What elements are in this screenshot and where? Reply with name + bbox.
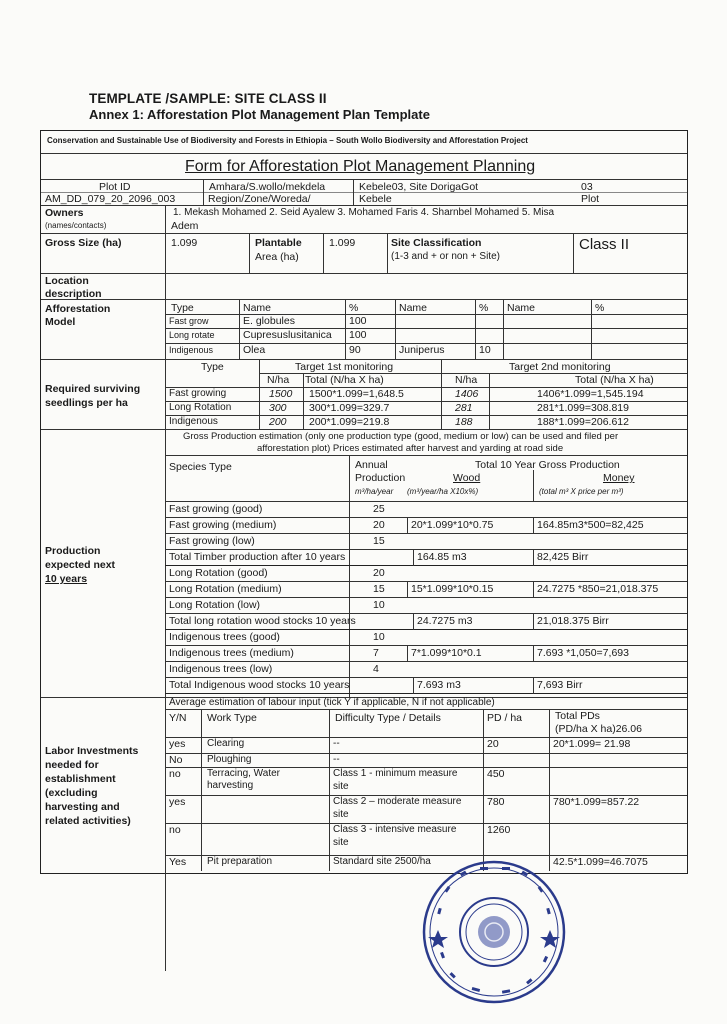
production-row-wood: 164.85 m3 xyxy=(417,551,467,563)
seed-row-type: Long Rotation xyxy=(169,402,232,413)
seed-row-n2: 1406 xyxy=(455,388,479,400)
production-row-annual: 7 xyxy=(373,647,379,659)
model-header: % xyxy=(349,302,359,314)
difficulty-header: Difficulty Type / Details xyxy=(335,712,441,724)
seed-row-n2: 188 xyxy=(455,416,473,428)
model-label-1: Afforestation xyxy=(45,303,111,315)
species-type-header: Species Type xyxy=(169,461,232,473)
labor-row-work: Pit preparation xyxy=(207,856,273,867)
labor-row-yn: no xyxy=(169,824,181,836)
production-row-money: 82,425 Birr xyxy=(537,551,589,563)
production-row-label: Long Rotation (medium) xyxy=(169,583,282,595)
location-label-1: Location xyxy=(45,275,89,287)
pdha-header: PD / ha xyxy=(487,712,523,724)
labor-row-yn: Yes xyxy=(169,856,187,868)
production-row-annual: 15 xyxy=(373,583,385,595)
production-note-1: Gross Production estimation (only one production type (good, medium or low) can be used and filed per xyxy=(183,431,619,442)
labor-row-yn: No xyxy=(169,754,183,766)
production-row-label: Long Rotation (good) xyxy=(169,567,268,579)
site-class-value: Class II xyxy=(579,236,630,253)
seed-row-n1: 1500 xyxy=(269,388,293,400)
seed-row-t1: 1500*1.099=1,648.5 xyxy=(309,388,404,400)
production-row-annual: 4 xyxy=(373,663,379,675)
wood-sub-header: (m³/year/ha X10x%) xyxy=(407,487,479,496)
labor-row-diff: Standard site 2500/ha xyxy=(333,856,431,867)
production-row-annual: 20 xyxy=(373,567,385,579)
labor-row-diff2: site xyxy=(333,809,349,820)
region-value: Amhara/S.wollo/mekdela xyxy=(209,181,326,193)
gross-size-value: 1.099 xyxy=(171,237,198,249)
production-row-annual: 15 xyxy=(373,535,385,547)
work-type-header: Work Type xyxy=(207,712,257,724)
target-2-header: Target 2nd monitoring xyxy=(509,361,611,373)
header-line-1: TEMPLATE /SAMPLE: SITE CLASS II xyxy=(89,91,327,106)
production-row-wood: 20*1.099*10*0.75 xyxy=(411,519,494,531)
labor-row-pd: 1260 xyxy=(487,824,511,836)
model-row-name: E. globules xyxy=(243,315,295,327)
production-row-annual: 10 xyxy=(373,631,385,643)
target-1-header: Target 1st monitoring xyxy=(295,361,394,373)
official-seal-icon xyxy=(420,858,568,1006)
total-pds-header-1: Total PDs xyxy=(555,710,600,722)
labor-row-yn: yes xyxy=(169,738,186,750)
money-sub-header: (total m³ X price per m³) xyxy=(539,487,624,496)
production-row-label: Indigenous trees (medium) xyxy=(169,647,294,659)
labor-row-diff2: site xyxy=(333,837,349,848)
seed-row-t1: 300*1.099=329.7 xyxy=(309,402,390,414)
money-header: Money xyxy=(603,472,635,484)
seed-type-header: Type xyxy=(201,361,224,373)
total10-header: Total 10 Year Gross Production xyxy=(475,459,620,471)
labor-row-yn: no xyxy=(169,768,181,780)
plot-no-label: Plot xyxy=(581,193,600,205)
labor-row-diff2: site xyxy=(333,781,349,792)
labor-row-work2: harvesting xyxy=(207,780,254,791)
model-row-type: Long rotate xyxy=(169,330,215,340)
seed-row-t2: 188*1.099=206.612 xyxy=(537,416,629,428)
production-row-label: Fast growing (medium) xyxy=(169,519,277,531)
kebele-label: Kebele xyxy=(359,193,392,205)
labor-note: Average estimation of labour input (tick Y if applicable, N if not applicable) xyxy=(169,697,495,708)
seedlings-label-1: Required surviving xyxy=(45,383,141,395)
seed-row-type: Fast growing xyxy=(169,388,227,399)
labor-row-work: Ploughing xyxy=(207,754,252,765)
gross-size-label: Gross Size (ha) xyxy=(45,237,122,249)
plot-id-value: AM_DD_079_20_2096_003 xyxy=(45,193,176,205)
production-row-label: Total Timber production after 10 years xyxy=(169,551,346,563)
model-header: Type xyxy=(171,302,194,314)
seed-row-t2: 1406*1.099=1,545.194 xyxy=(537,388,644,400)
labor-label-6: related activities) xyxy=(45,815,131,827)
seed-row-n1: 300 xyxy=(269,402,287,414)
production-row-money: 21,018.375 Birr xyxy=(537,615,609,627)
kebele-value: Kebele03, Site DorigaGot xyxy=(359,181,479,193)
labor-row-diff: -- xyxy=(333,738,340,749)
seed-total-1: Total (N/ha X ha) xyxy=(305,374,384,386)
labor-row-diff: Class 1 - minimum measure xyxy=(333,768,458,779)
production-row-money: 24.7275 *850=21,018.375 xyxy=(537,583,659,595)
labor-label-4: (excluding xyxy=(45,787,98,799)
model-row-pct: 100 xyxy=(349,315,367,327)
form-frame xyxy=(40,130,688,874)
production-row-label: Total long rotation wood stocks 10 years xyxy=(169,615,356,627)
model-row-pct: 100 xyxy=(349,329,367,341)
production-label-2: expected next xyxy=(45,559,116,571)
labor-row-diff: Class 3 - intensive measure xyxy=(333,824,457,835)
plot-id-label: Plot ID xyxy=(99,181,131,193)
seed-row-n1: 200 xyxy=(269,416,287,428)
wood-header: Wood xyxy=(453,472,481,484)
owners-line-1: 1. Mekash Mohamed 2. Seid Ayalew 3. Mohamed Faris 4. Sharnbel Mohamed 5. Misa xyxy=(173,207,555,218)
site-class-label: Site Classification xyxy=(391,237,482,249)
region-label: Region/Zone/Woreda/ xyxy=(208,193,311,205)
production-row-money: 7.693 *1,050=7,693 xyxy=(537,647,629,659)
model-header: % xyxy=(595,302,605,314)
production-row-label: Indigenous trees (good) xyxy=(169,631,280,643)
production-row-annual: 20 xyxy=(373,519,385,531)
plantable-label-1: Plantable xyxy=(255,237,302,249)
location-label-2: description xyxy=(45,288,102,300)
labor-row-pd: 780 xyxy=(487,796,505,808)
owners-line-2: Adem xyxy=(171,220,199,232)
seed-row-t1: 200*1.099=219.8 xyxy=(309,416,390,428)
model-row-pct2: 10 xyxy=(479,344,491,356)
production-label-3: 10 years xyxy=(45,573,88,585)
labor-row-pd: 450 xyxy=(487,768,505,780)
seed-row-n2: 281 xyxy=(455,402,473,414)
header-line-2: Annex 1: Afforestation Plot Management Plan Template xyxy=(89,107,430,122)
labor-row-yn: yes xyxy=(169,796,186,808)
labor-label-2: needed for xyxy=(45,759,99,771)
plantable-value: 1.099 xyxy=(329,237,356,249)
labor-row-total: 42.5*1.099=46.7075 xyxy=(553,856,648,868)
model-header: Name xyxy=(399,302,428,314)
production-row-label: Indigenous trees (low) xyxy=(169,663,273,675)
model-row-name2: Juniperus xyxy=(399,344,445,356)
labor-label-1: Labor Investments xyxy=(45,745,139,757)
annual-header-3: m³/ha/year xyxy=(355,487,394,496)
seed-nha-1: N/ha xyxy=(267,374,290,386)
seed-row-type: Indigenous xyxy=(169,416,218,427)
seed-total-2: Total (N/ha X ha) xyxy=(575,374,654,386)
labor-label-5: harvesting and xyxy=(45,801,120,813)
production-row-wood: 7.693 m3 xyxy=(417,679,461,691)
model-row-type: Indigenous xyxy=(169,345,214,355)
seed-nha-2: N/ha xyxy=(455,374,478,386)
production-row-annual: 10 xyxy=(373,599,385,611)
production-row-label: Fast growing (low) xyxy=(169,535,255,547)
annual-header-1: Annual xyxy=(355,459,388,471)
site-class-sub: (1-3 and + or non + Site) xyxy=(391,251,500,262)
production-row-label: Fast growing (good) xyxy=(169,503,263,515)
seedlings-label-2: seedlings per ha xyxy=(45,397,128,409)
production-label-1: Production xyxy=(45,545,101,557)
labor-row-diff: Class 2 – moderate measure xyxy=(333,796,462,807)
labor-label-3: establishment xyxy=(45,773,116,785)
model-label-2: Model xyxy=(45,316,76,328)
model-row-name: Cupresuslusitanica xyxy=(243,329,332,341)
model-header: Name xyxy=(507,302,536,314)
production-row-label: Long Rotation (low) xyxy=(169,599,261,611)
owners-sublabel: (names/contacts) xyxy=(45,221,107,230)
seed-row-t2: 281*1.099=308.819 xyxy=(537,402,629,414)
production-row-money: 7,693 Birr xyxy=(537,679,583,691)
labor-row-pd: 20 xyxy=(487,738,499,750)
labor-row-work: Clearing xyxy=(207,738,245,749)
production-row-wood: 7*1.099*10*0.1 xyxy=(411,647,482,659)
production-row-wood: 15*1.099*10*0.15 xyxy=(411,583,494,595)
total-pds-header-2: (PD/ha X ha)26.06 xyxy=(555,723,642,735)
production-note-2: afforestation plot) Prices estimated after harvest and yarding at road side xyxy=(257,443,564,454)
form-title: Form for Afforestation Plot Management Planning xyxy=(185,158,536,175)
plantable-label-2: Area (ha) xyxy=(255,251,299,263)
model-row-name: Olea xyxy=(243,344,266,356)
model-row-type: Fast grow xyxy=(169,316,209,326)
model-header: Name xyxy=(243,302,272,314)
model-row-pct: 90 xyxy=(349,344,361,356)
production-row-annual: 25 xyxy=(373,503,385,515)
labor-row-total: 780*1.099=857.22 xyxy=(553,796,640,808)
production-row-label: Total Indigenous wood stocks 10 years xyxy=(169,679,350,691)
yn-header: Y/N xyxy=(169,712,187,724)
annual-header-2: Production xyxy=(355,472,406,484)
owners-label: Owners xyxy=(45,207,84,219)
model-header: % xyxy=(479,302,489,314)
plot-no-value: 03 xyxy=(581,181,593,193)
production-row-money: 164.85m3*500=82,425 xyxy=(537,519,644,531)
production-row-wood: 24.7275 m3 xyxy=(417,615,473,627)
labor-row-work: Terracing, Water xyxy=(207,768,280,779)
labor-row-total: 20*1.099= 21.98 xyxy=(553,738,631,750)
project-title: Conservation and Sustainable Use of Biodiversity and Forests in Ethiopia – South Wollo Biodiversity and Afforestation Project xyxy=(47,136,528,145)
labor-row-diff: -- xyxy=(333,754,340,765)
